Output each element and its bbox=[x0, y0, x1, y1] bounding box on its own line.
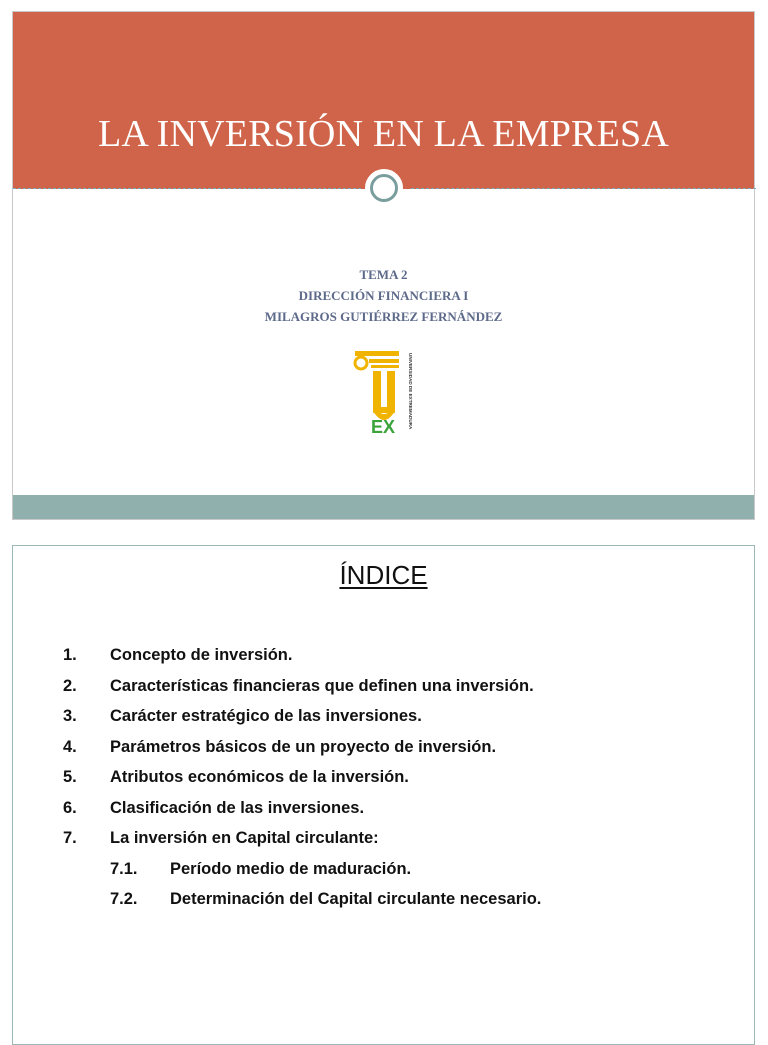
svg-text:UNIVERSIDAD DE EXTREMADURA: UNIVERSIDAD DE EXTREMADURA bbox=[408, 353, 413, 430]
slide-subtitle bbox=[13, 264, 754, 327]
footer-band bbox=[13, 495, 754, 519]
title-band bbox=[13, 12, 754, 189]
title-slide bbox=[12, 11, 755, 520]
index-slide: ÍNDICE 1. Concepto de inversión. 2. Características financieras que definen una inversión. 3. Carácter estratégico de las inversiones. 4. Parámetros básicos de un proyecto de inversión. 5. Atributos económicos de la inversión. 6. Clasificación de las inversiones. 7. La inversión en Capital circulante: 7.1. Período medio de maduración. 7.2. Determinación del Capital circulante necesario. bbox=[12, 545, 755, 1045]
divider-right bbox=[411, 188, 756, 189]
subtitle-author: MILAGROS GUTIÉRREZ FERNÁNDEZ bbox=[264, 309, 503, 324]
ring-ornament-icon bbox=[365, 169, 403, 207]
slide-title: LA INVERSIÓN EN LA EMPRESA bbox=[97, 113, 669, 155]
divider-left bbox=[13, 188, 361, 189]
svg-text:EX: EX bbox=[371, 417, 396, 437]
university-logo-icon bbox=[353, 349, 417, 437]
subtitle-course: DIRECCIÓN FINANCIERA I bbox=[298, 288, 469, 303]
subtitle-topic: TEMA 2 bbox=[359, 267, 408, 282]
index-title: ÍNDICE bbox=[339, 560, 428, 590]
